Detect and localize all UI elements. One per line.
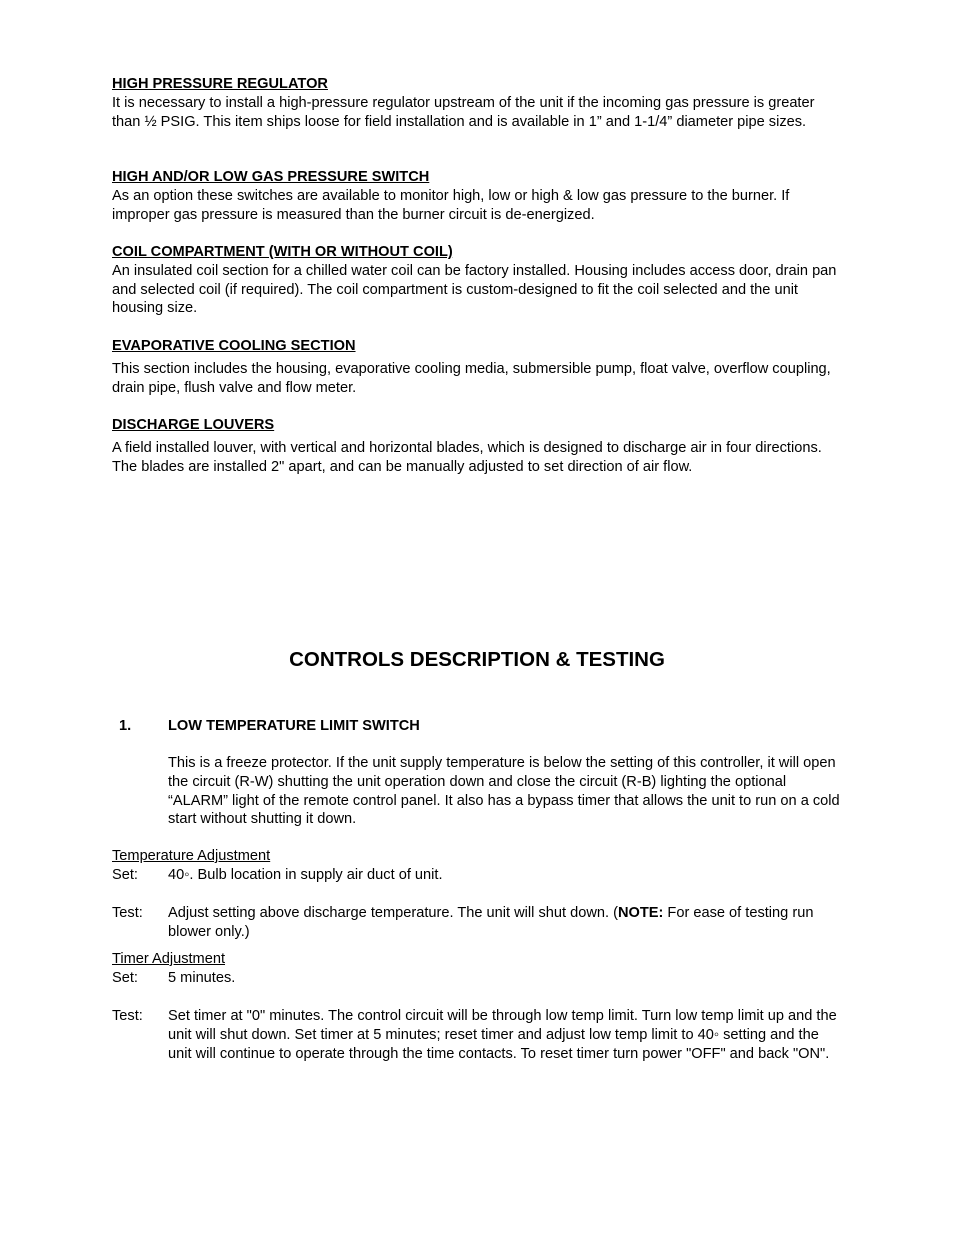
- item-title: LOW TEMPERATURE LIMIT SWITCH: [168, 718, 420, 734]
- section-body: An insulated coil section for a chilled water coil can be factory installed. Housing includes access door, drain pan and selected coil (if required). The coil compartment is custom-designed to fit the coil selected and the unit housing size.: [112, 262, 837, 317]
- test-label: Test:: [112, 1008, 143, 1024]
- section-heading: COIL COMPARTMENT (WITH OR WITHOUT COIL): [112, 244, 453, 260]
- section-body: A field installed louver, with vertical and horizontal blades, which is designed to discharge air in four directions. The blades are installed 2" apart, and can be manually adjusted to set direction of air flow.: [112, 439, 822, 475]
- section-heading: DISCHARGE LOUVERS: [112, 417, 275, 433]
- test-value: Set timer at "0" minutes. The control circuit will be through low temp limit. Turn low temp limit up and the unit will shut down. Set timer at 5 minutes; reset timer and adjust low temp limit to 40◦ setting and the unit will continue to operate through the time contacts. To reset timer turn power "OFF" and back "ON".: [168, 1008, 837, 1062]
- note-label: NOTE:: [617, 905, 664, 921]
- test-text-start: Adjust setting above discharge temperature. The unit will shut down. (: [168, 905, 618, 921]
- section-evaporative-cooling: [112, 337, 842, 397]
- set-value: 5 minutes.: [168, 970, 236, 986]
- page-title: CONTROLS DESCRIPTION & TESTING: [289, 648, 665, 671]
- set-label: Set:: [112, 970, 138, 986]
- section-gas-pressure-switch: [112, 168, 842, 224]
- section-body: As an option these switches are available to monitor high, low or high & low gas pressure to the burner. If improper gas pressure is measured than the burner circuit is de-energized.: [112, 187, 790, 223]
- set-label: Set:: [112, 867, 138, 883]
- test-label: Test:: [112, 905, 143, 921]
- temperature-adjustment-heading: Temperature Adjustment: [112, 848, 271, 864]
- timer-adjustment-heading: Timer Adjustment: [112, 951, 226, 967]
- section-body: This section includes the housing, evaporative cooling media, submersible pump, float valve, overflow coupling, drain pipe, flush valve and flow meter.: [112, 360, 831, 396]
- section-body: It is necessary to install a high-pressure regulator upstream of the unit if the incoming gas pressure is greater than ½ PSIG. This item ships loose for field installation and is available in 1” and 1-1/4” diameter pipe sizes.: [112, 94, 815, 130]
- section-heading: HIGH PRESSURE REGULATOR: [112, 76, 328, 92]
- item-description: This is a freeze protector. If the unit supply temperature is below the setting of this controller, it will open the circuit (R-W) shutting the unit operation down and close the circuit (R-B) lighting the optional “ALARM” light of the remote control panel. It also has a bypass timer that allows the unit to run on a cold start without shutting it down.: [168, 755, 840, 828]
- section-coil-compartment: [112, 243, 842, 318]
- test-value: [168, 904, 842, 942]
- section-heading: EVAPORATIVE COOLING SECTION: [112, 338, 356, 354]
- test-text-end: For ease of testing run blower only.): [168, 905, 814, 940]
- section-high-pressure-regulator: [112, 75, 842, 131]
- section-discharge-louvers: [112, 416, 842, 476]
- item-number: 1.: [119, 718, 132, 734]
- set-value: 40◦. Bulb location in supply air duct of unit.: [168, 867, 443, 883]
- section-heading: HIGH AND/OR LOW GAS PRESSURE SWITCH: [112, 169, 430, 185]
